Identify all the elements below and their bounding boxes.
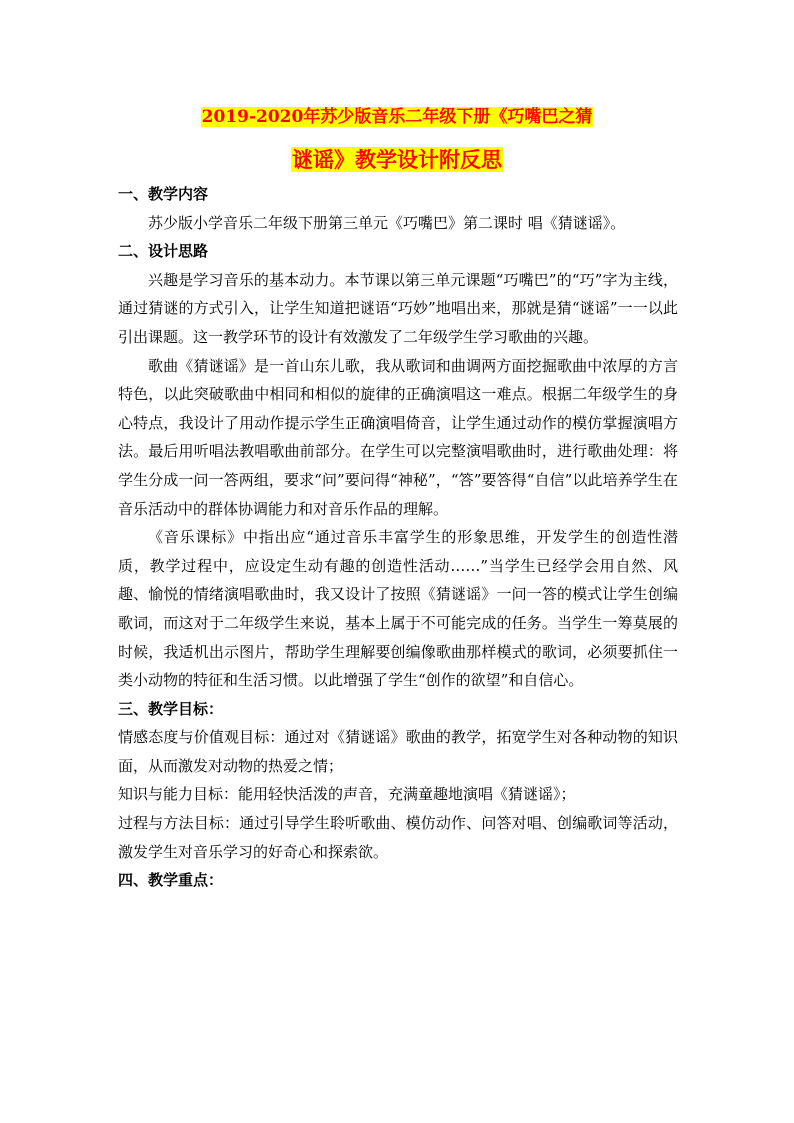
design-idea-paragraph-2: 歌曲《猜谜谣》是一首山东儿歌，我从歌词和曲调两方面挖掘歌曲中浓厚的方言特色，以此突破歌曲中相同和相似的旋律的正确演唱这一难点。根据二年级学生的身心特点，我设计了用动作提示学生正确演唱倚音，让学生通过动作的模仿掌握演唱方法。最后用听唱法教唱歌曲前部分。在学生可以完整演唱歌曲时，进行歌曲处理：将学生分成一问一答两组，要求“问”要问得“神秘”，“答”要答得“自信”以此培养学生在音乐活动中的群体协调能力和对音乐作品的理解。: [118, 356, 678, 518]
goal-process-paragraph: 过程与方法目标：通过引导学生聆听歌曲、模仿动作、问答对唱、创编歌词等活动，激发学生对音乐学习的好奇心和探索欲。: [118, 814, 678, 861]
title-highlight-1: 2019-2020年苏少版音乐二年级下册《巧嘴巴之猜: [201, 107, 593, 127]
document-title-line-2: [0, 146, 794, 174]
document-body: [118, 180, 678, 895]
goal-knowledge-paragraph: 知识与能力目标：能用轻快活泼的声音，充满童趣地演唱《猜谜谣》；: [118, 785, 576, 804]
design-idea-paragraph-3: 《音乐课标》中指出应“通过音乐丰富学生的形象思维，开发学生的创造性潜质，教学过程中，应设定生动有趣的创造性活动……”当学生已经学会用自然、风趣、愉悦的情绪演唱歌曲时，我又设计了按照《猜谜谣》一问一答的模式让学生创编歌词，而这对于二年级学生来说，基本上属于不可能完成的任务。当学生一筹莫展的时候，我适机出示图片，帮助学生理解要创编像歌曲那样模式的歌词，必须要抓住一类小动物的特征和生活习惯。以此增强了学生“创作的欲望”和自信心。: [118, 528, 678, 690]
teaching-content-paragraph: 苏少版小学音乐二年级下册第三单元《巧嘴巴》第二课时 唱《猜谜谣》。: [148, 213, 626, 232]
section-heading-teaching-focus: 四、教学重点：: [118, 871, 224, 890]
section-heading-design-idea: 二、设计思路: [118, 242, 209, 261]
goal-emotion-paragraph: 情感态度与价值观目标：通过对《猜谜谣》歌曲的教学，拓宽学生对各种动物的知识面，从而激发对动物的热爱之情；: [118, 728, 678, 775]
document-title-line-1: [0, 106, 794, 128]
section-heading-teaching-goals: 三、教学目标：: [118, 699, 224, 718]
title-highlight-2: 谜谣》教学设计附反思: [292, 147, 502, 172]
section-heading-teaching-content: 一、教学内容: [118, 185, 209, 203]
design-idea-paragraph-1: 兴趣是学习音乐的基本动力。本节课以第三单元课题“巧嘴巴”的“巧”字为主线，通过猜谜的方式引入，让学生知道把谜语“巧妙”地唱出来，那就是猜“谜谣”一一以此引出课题。这一教学环节的设计有效激发了二年级学生学习歌曲的兴趣。: [118, 270, 678, 346]
